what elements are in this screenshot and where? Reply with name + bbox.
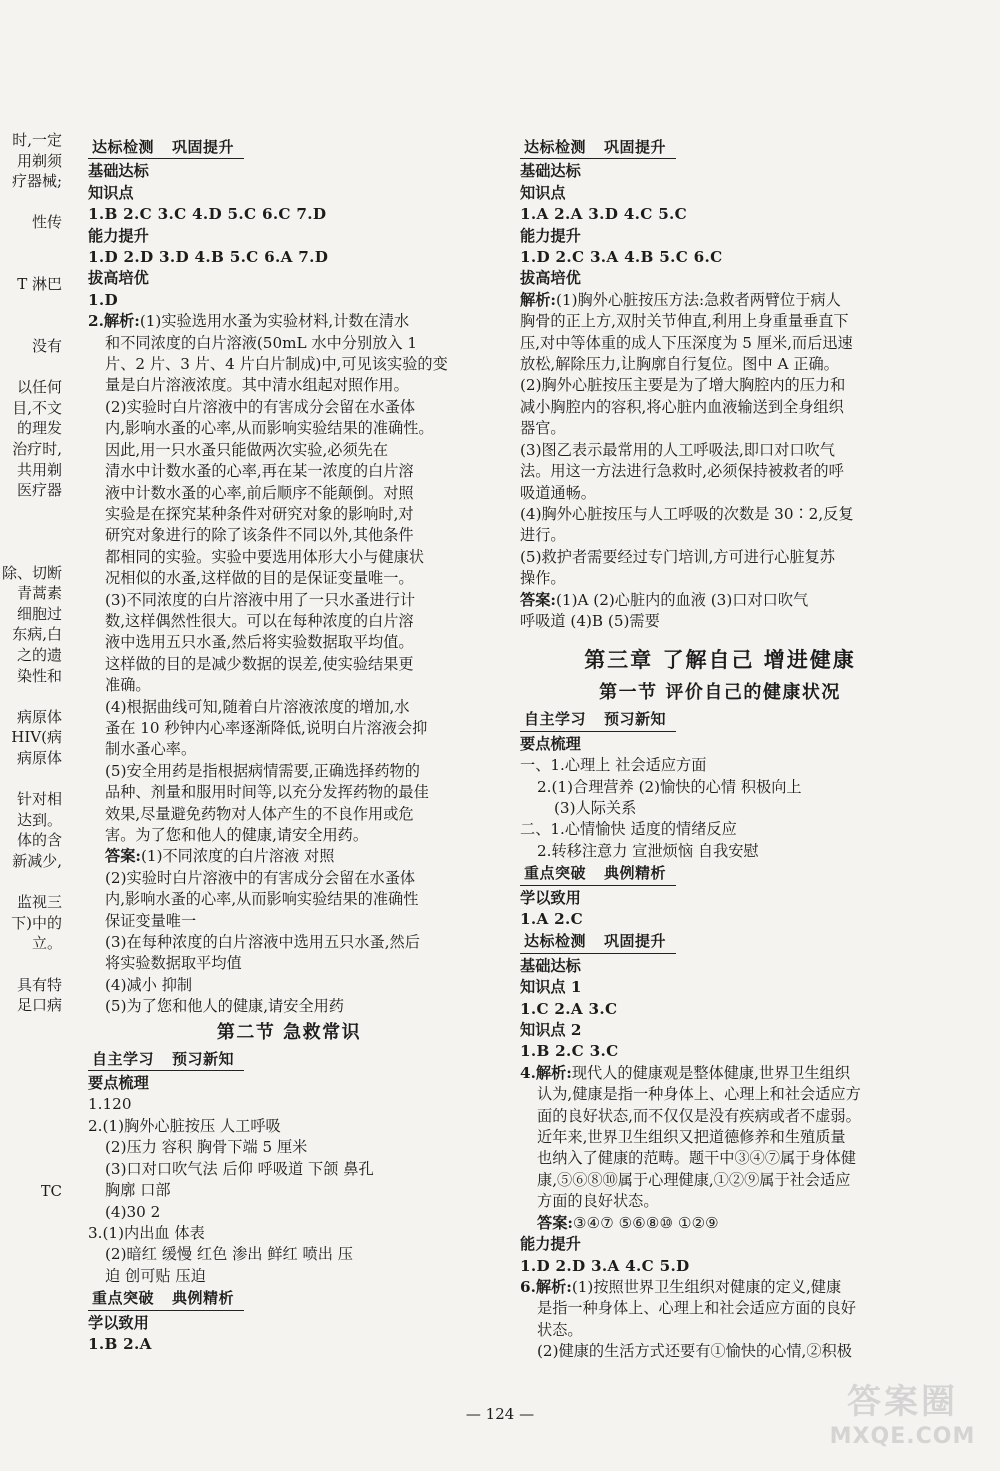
subheading-advanced: 拔高培优 (520, 269, 581, 288)
analysis-line: 认为,健康是指一种身体上、心理上和社会适应方 (537, 1085, 861, 1104)
key-point-line: 3.(1)内出血 体表 (88, 1223, 205, 1242)
subheading-advanced: 拔高培优 (88, 269, 149, 288)
question-4-answer: 答案:③④⑦ ⑤⑥⑧⑩ ①②⑨ (537, 1213, 719, 1232)
question-6-analysis (520, 1277, 920, 1363)
key-point-line: 二、1.心情愉快 适度的情绪反应 (520, 820, 737, 839)
analysis-line: 是指一种身体上、心理上和社会适应方面的良好 (537, 1299, 856, 1318)
cropped-text-fragment: TC (40, 1181, 62, 1200)
cropped-text-fragment: 之的遗 (16, 646, 62, 664)
section-bar-self-study: 自主学习 预习新知 (520, 709, 676, 731)
analysis-line: 压,对中等体重的成人下压深度为 5 厘米,而后迅速 (520, 333, 853, 352)
analysis-line: 都相同的实验。实验中要选用体形大小与健康状 (105, 547, 424, 566)
analysis-line: 况相似的水蚤,这样做的目的是保证变量唯一。 (105, 569, 414, 588)
key-points-list (520, 755, 920, 862)
cropped-text-fragment: 细胞过 (16, 604, 62, 623)
analysis-line: 液中计数水蚤的心率,前后顺序不能颠倒。对照 (105, 483, 414, 502)
answer-line: (2)实验时白片溶液中的有害成分会留在水蚤体 (105, 868, 416, 887)
answer-line: 保证变量唯一 (105, 911, 197, 930)
question-2-analysis (88, 311, 490, 846)
cropped-text-fragment: 达到。 (16, 810, 62, 829)
analysis-line: (1)胸外心脏按压方法:急救者两臂位于病人 (555, 290, 841, 309)
analysis-line: 内,影响水蚤的心率,从而影响实验结果的准确性。 (105, 419, 434, 438)
analysis-line: 数,这样偶然性很大。可以在每种浓度的白片溶 (105, 611, 414, 630)
subheading-ability: 能力提升 (88, 226, 149, 245)
answers-ability: 1.D 2.C 3.A 4.B 5.C 6.C (520, 248, 723, 267)
chapter-title: 第三章 了解自己 增进健康 (584, 647, 856, 673)
analysis-label: 6.解析: (520, 1277, 572, 1296)
subheading-apply: 学以致用 (88, 1313, 149, 1332)
cropped-text-fragment: 共用剃 (16, 460, 62, 479)
analysis-line: (3)图乙表示最常用的人工呼吸法,即口对口吹气 (520, 440, 835, 459)
answer-line: (1)不同浓度的白片溶液 对照 (140, 847, 335, 866)
analysis-line: 近年来,世界卫生组织又把道德修养和生殖质量 (537, 1128, 846, 1147)
answer-label: 答案: (520, 590, 556, 609)
answer-line: (3)在每种浓度的白片溶液中选用五只水蚤,然后 (105, 933, 420, 952)
cropped-text-fragment: 针对相 (16, 790, 62, 809)
analysis-line: 面的良好状态,而不仅仅是没有疾病或者不虚弱。 (537, 1106, 861, 1125)
analysis-line: (5)安全用药是指根据病情需要,正确选择药物的 (105, 761, 420, 780)
section-title-health: 第一节 评价自己的健康状况 (599, 682, 841, 704)
analysis-line: 制水蚤心率。 (105, 740, 197, 759)
key-point-line: (3)口对口吹气法 后仰 呼吸道 下颌 鼻孔 (105, 1159, 374, 1178)
cropped-text-fragment: 染性和 (16, 666, 62, 685)
watermark-text: 答案圈 (847, 1382, 958, 1422)
answers-ability: 1.D 2.D 3.D 4.B 5.C 6.A 7.D (88, 248, 329, 267)
answer-line: (5)为了您和他人的健康,请安全用药 (105, 997, 344, 1016)
cropped-text-fragment: 青蒿素 (16, 584, 62, 603)
answers-basic: 1.B 2.C 3.C 4.D 5.C 6.C 7.D (88, 205, 327, 224)
answer-line: (1)A (2)心脏内的血液 (3)口对口吹气 (555, 590, 809, 609)
cropped-text-fragment: 足口病 (16, 996, 62, 1015)
subheading-knowledge-point: 知识点 (88, 183, 134, 202)
question-2-answer (88, 846, 490, 1017)
analysis-line: 胸骨的正上方,双肘关节伸直,利用上身重量垂直下 (520, 312, 849, 331)
analysis-line: 操作。 (520, 569, 566, 588)
question-4-analysis (520, 1063, 920, 1213)
analysis-line: 吸道通畅。 (520, 483, 596, 502)
analysis-line: 方面的良好状态。 (537, 1192, 659, 1211)
key-point-line: 胸廓 口部 (105, 1181, 171, 1200)
cropped-text-fragment: 病原体 (16, 707, 62, 726)
answer-label: 答案: (537, 1213, 573, 1232)
analysis-line: 研究对象进行的除了该条件不同以外,其他条件 (105, 526, 414, 545)
subheading-knowledge-point-1: 知识点 1 (520, 978, 582, 997)
analysis-line: 和不同浓度的白片溶液(50mL 水中分别放入 1 (105, 333, 418, 352)
cropped-text-fragment: 的理发 (16, 419, 62, 438)
cropped-text-fragment: 目,不文 (12, 398, 62, 417)
answers-advanced: 1.D (88, 290, 118, 309)
analysis-line: 清水中计数水蚤的心率,再在某一浓度的白片溶 (105, 462, 414, 481)
analysis-line: (2)健康的生活方式还要有①愉快的心情,②积极 (537, 1342, 852, 1361)
analysis-line: (2)胸外心脏按压主要是为了增大胸腔内的压力和 (520, 376, 846, 395)
cropped-text-fragment: 新减少, (12, 852, 62, 870)
key-point-line: (4)30 2 (105, 1202, 161, 1221)
key-point-line: 2.转移注意力 宣泄烦恼 自我安慰 (537, 841, 759, 860)
subheading-knowledge-point-2: 知识点 2 (520, 1021, 582, 1040)
analysis-line: (4)胸外心脏按压与人工呼吸的次数是 30∶2,反复 (520, 504, 854, 523)
key-point-line: 迫 创可贴 压迫 (105, 1266, 206, 1285)
cropped-text-fragment: 除、切断 (1, 563, 62, 582)
analysis-line: 这样做的目的是减少数据的误差,使实验结果更 (105, 654, 414, 673)
analysis-line: 片、2 片、3 片、4 片白片制成)中,可见该实验的变 (105, 355, 448, 374)
cropped-text-fragment: 性传 (31, 213, 62, 232)
analysis-line: 器官。 (520, 419, 566, 438)
subheading-basic: 基础达标 (88, 162, 149, 181)
key-point-line: 2.(1)合理营养 (2)愉快的心情 积极向上 (537, 777, 802, 796)
answers-apply: 1.B 2.A (88, 1334, 152, 1353)
subheading-apply: 学以致用 (520, 888, 581, 907)
answer-line: 将实验数据取平均值 (105, 954, 242, 973)
subheading-key-points: 要点梳理 (88, 1074, 149, 1093)
subheading-basic-2: 基础达标 (520, 956, 581, 975)
cropped-text-fragment: 体的含 (16, 831, 62, 850)
analysis-line: 放松,解除压力,让胸廓自行复位。图中 A 正确。 (520, 355, 839, 374)
key-point-line: (3)人际关系 (554, 798, 637, 817)
cropped-text-fragment: 具有特 (16, 975, 62, 994)
key-point-line: 2.(1)胸外心脏按压 人工呼吸 (88, 1116, 281, 1135)
analysis-line: 量是白片溶液浓度。其中清水组起对照作用。 (105, 376, 409, 395)
answer-line: (4)减小 抑制 (105, 975, 193, 994)
analysis-line: 康,⑤⑥⑧⑩属于心理健康,①②⑨属于社会适应 (537, 1170, 851, 1189)
analysis-line: (2)实验时白片溶液中的有害成分会留在水蚤体 (105, 397, 416, 416)
key-point-line: 1.120 (88, 1095, 132, 1114)
section-bar-mastery-check-2: 达标检测 巩固提升 (520, 931, 676, 953)
answer-label: 答案: (105, 847, 141, 866)
analysis-line: (1)实验选用水蚤为实验材料,计数在清水 (139, 312, 410, 331)
answers-apply: 1.A 2.C (520, 910, 583, 928)
cropped-text-fragment: T 淋巴 (17, 275, 62, 294)
subheading-ability-2: 能力提升 (520, 1235, 581, 1254)
analysis-line: 液中选用五只水蚤,然后将实验数据取平均值。 (105, 633, 414, 652)
analysis-line: 也纳入了健康的范畴。题干中③④⑦属于身体健 (537, 1149, 856, 1168)
page-number: — 124 — (465, 1405, 535, 1423)
answers-ability-2: 1.D 2.D 3.A 4.C 5.D (520, 1256, 690, 1275)
answers-knowledge-point-2: 1.B 2.C 3.C (520, 1042, 619, 1061)
analysis-label: 4.解析: (520, 1063, 572, 1082)
analysis-line: 实验是在探究某种条件对研究对象的影响时,对 (105, 504, 414, 523)
analysis-label: 解析: (520, 290, 556, 309)
analysis-line: 效果,尽量避免药物对人体产生的不良作用或危 (105, 804, 414, 823)
right-column (520, 136, 920, 1363)
advanced-answer (520, 590, 920, 633)
analysis-line: (5)救护者需要经过专门培训,方可进行心脏复苏 (520, 547, 835, 566)
analysis-line: 状态。 (537, 1320, 583, 1339)
section-bar-mastery-check: 达标检测 巩固提升 (520, 137, 676, 159)
cropped-text-fragment: 东病,白 (12, 625, 62, 644)
cropped-text-fragment: 时,一定 (12, 131, 62, 149)
analysis-line: 进行。 (520, 526, 566, 545)
section-bar-key-breakthrough: 重点突破 典例精析 (520, 863, 676, 885)
analysis-line: 准确。 (105, 676, 151, 695)
watermark-logo (815, 1380, 990, 1460)
cropped-text-fragment: 疗器械; (11, 172, 62, 191)
cropped-text-fragment: 医疗器 (16, 481, 62, 500)
subheading-key-points: 要点梳理 (520, 734, 581, 753)
key-point-line: (2)压力 容积 胸骨下端 5 厘米 (105, 1138, 308, 1157)
section-bar-mastery-check: 达标检测 巩固提升 (88, 137, 244, 159)
subheading-ability: 能力提升 (520, 226, 581, 245)
answers-basic: 1.A 2.A 3.D 4.C 5.C (520, 205, 688, 224)
analysis-line: (4)根据曲线可知,随着白片溶液浓度的增加,水 (105, 697, 410, 716)
analysis-line: 现代人的健康观是整体健康,世界卫生组织 (571, 1063, 851, 1082)
analysis-line: 因此,用一只水蚤只能做两次实验,必须先在 (105, 440, 389, 459)
cropped-text-fragment: 用剃须 (16, 151, 62, 170)
advanced-analysis (520, 290, 920, 590)
cropped-text-fragment: 没有 (31, 337, 62, 355)
subheading-knowledge-point: 知识点 (520, 183, 566, 202)
section-title-first-aid: 第二节 急救常识 (216, 1021, 362, 1043)
cropped-text-fragment: HIV(病 (11, 728, 62, 747)
key-points-list (88, 1094, 490, 1287)
answer-line: 内,影响水蚤的心率,从而影响实验结果的准确性 (105, 890, 419, 909)
cropped-text-fragment: 病原体 (16, 749, 62, 767)
middle-column (88, 136, 490, 1355)
section-bar-key-breakthrough: 重点突破 典例精析 (88, 1288, 244, 1310)
cropped-text-fragment: 立。 (31, 934, 62, 953)
section-bar-self-study: 自主学习 预习新知 (88, 1049, 244, 1071)
analysis-line: 减小胸腔内的容积,将心脏内血液输送到全身组织 (520, 397, 844, 416)
watermark-url: MXQE.COM (829, 1424, 976, 1449)
cropped-text-fragment: 治疗时, (12, 440, 62, 458)
analysis-line: (1)按照世界卫生组织对健康的定义,健康 (571, 1277, 842, 1296)
analysis-line: 害。为了您和他人的健康,请安全用药。 (105, 826, 369, 844)
cropped-text-fragment: 下)中的 (11, 913, 62, 932)
key-point-line: (2)暗红 缓慢 红色 渗出 鲜红 喷出 压 (105, 1245, 353, 1264)
answer-line: 呼吸道 (4)B (5)需要 (520, 611, 660, 630)
cropped-text-fragment: 监视三 (16, 893, 62, 912)
analysis-line: 法。用这一方法进行急救时,必须保持被救者的呼 (520, 462, 844, 481)
analysis-line: (3)不同浓度的白片溶液中用了一只水蚤进行计 (105, 590, 416, 609)
analysis-line: 品种、剂量和服用时间等,以充分发挥药物的最佳 (105, 783, 429, 802)
cropped-text-fragment: 以任何 (16, 378, 62, 397)
answers-knowledge-point-1: 1.C 2.A 3.C (520, 999, 618, 1018)
subheading-basic: 基础达标 (520, 162, 581, 181)
analysis-line: 蚤在 10 秒钟内心率逐渐降低,说明白片溶液会抑 (105, 718, 428, 737)
analysis-label: 2.解析: (88, 312, 140, 331)
key-point-line: 一、1.心理上 社会适应方面 (520, 756, 707, 775)
